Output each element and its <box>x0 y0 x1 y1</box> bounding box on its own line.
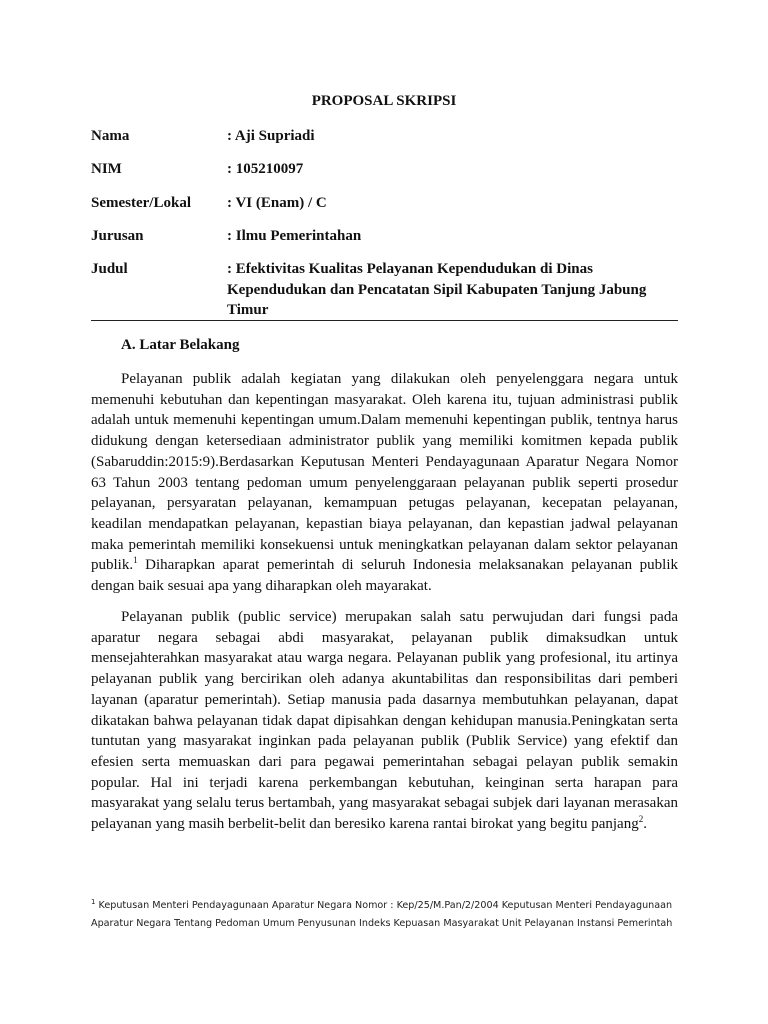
meta-label: Judul <box>91 261 128 277</box>
paragraph-text: Pelayanan publik adalah kegiatan yang dilakukan oleh penyelenggara negara untuk memenuhi kebutuhan dan kepentingan masyarakat. Oleh karena itu, tujuan administrasi publik adalah untuk memenuhi kepentingan umum.Dalam memenuhi kepentingan publik, tentnya harus didukung dengan ketersediaan administrator publik yang memiliki komitmen kepada publik (Sabaruddin:2015:9).Berdasarkan Keputusan Menteri Pendayagunaan Aparatur Negara Nomor 63 Tahun 2003 tentang pedoman umum penyelenggaraan pelayanan publik seperti prosedur pelayanan, persyaratan pelayanan, kemampuan petugas pelayanan, kecepatan pelayanan, keadilan mendapatkan pelayanan, kepastian biaya pelayanan, dan kepastian jadwal pelayanan maka pemerintah memiliki konsekuensi untuk meningkatkan pelayanan dalam sektor pelayanan publik. <box>91 371 678 574</box>
horizontal-divider <box>91 320 678 321</box>
meta-label: NIM <box>91 161 122 177</box>
meta-label: Jurusan <box>91 228 144 244</box>
meta-value: : VI (Enam) / C <box>227 195 327 211</box>
footnote-text: Keputusan Menteri Pendayagunaan Aparatur Negara Nomor : Kep/25/M.Pan/2/2004 Keputusan Menteri Pendayagunaan Aparatur Negara Tentang Pedoman Umum Penyusunan Indeks Kepuasan Masyarakat Unit Pelayanan Instansi Pemerintah <box>91 900 673 929</box>
footnote-reference: 2 <box>638 814 644 825</box>
meta-value: : Aji Supriadi <box>227 128 315 144</box>
footnote-reference: 1 <box>133 555 138 566</box>
meta-label: Nama <box>91 128 130 144</box>
footnote-mark: 1 <box>91 897 96 906</box>
paragraph-text: . <box>643 816 647 833</box>
document-title: PROPOSAL SKRIPSI <box>311 93 457 109</box>
section-heading: A. Latar Belakang <box>121 337 240 353</box>
footnote <box>91 897 691 933</box>
paragraph-text: Diharapkan aparat pemerintah di seluruh Indonesia melaksanakan pelayanan publik dengan baik sesuai apa yang diharapkan oleh mayarakat. <box>91 557 678 595</box>
body-paragraph <box>91 607 678 835</box>
meta-value: : Efektivitas Kualitas Pelayanan Kependudukan di Dinas Kependudukan dan Pencatatan Sipil Kabupaten Tanjung Jabung Timur <box>227 261 647 318</box>
meta-value: : 105210097 <box>227 161 304 177</box>
meta-value: : Ilmu Pemerintahan <box>227 228 362 244</box>
meta-label: Semester/Lokal <box>91 195 191 211</box>
body-paragraph <box>91 369 678 597</box>
paragraph-text: Pelayanan publik (public service) merupakan salah satu perwujudan dari fungsi pada aparatur negara sebagai abdi masyarakat, pelayanan publik dimaksudkan untuk mensejahterahkan masyarakat atau warga negara. Pelayanan publik yang profesional, itu artinya pelayanan publik yang bercirikan oleh adanya akuntabilitas dan responsibilitas dari pemberi layanan (aparatur pemerintah). Setiap manusia pada dasarnya membutuhkan pelayanan, dapat dikatakan bahwa pelayanan tidak dapat dipisahkan dengan kehidupan manusia.Peningkatan serta tuntutan yang masyarakat inginkan pada pelayanan publik (Publik Service) yang efektif dan efesien serta memuaskan dari para pegawai pemerintahan sebagai pelayan publik semakin popular. Hal ini terjadi karena perkembangan kebutuhan, keinginan serta harapan para masyarakat yang selalu terus bertambah, yang masyarakat sebagai subjek dari layanan merasakan pelayanan yang masih berbelit-belit dan beresiko karena rantai birokat yang begitu panjang <box>91 609 678 833</box>
